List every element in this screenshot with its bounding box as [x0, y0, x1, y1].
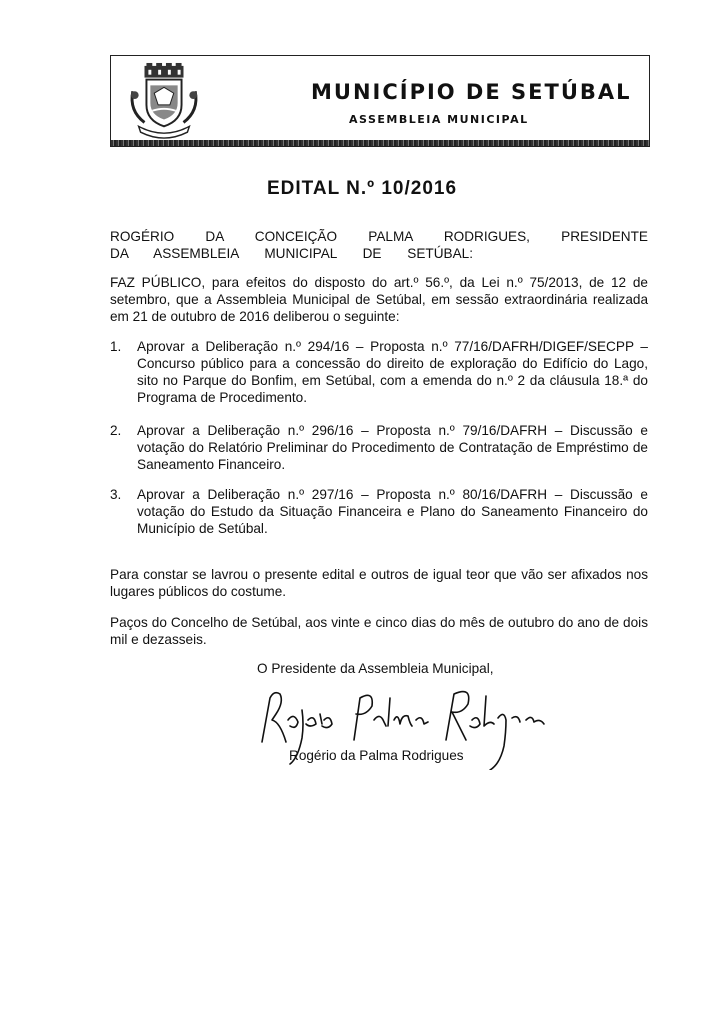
list-item-text: Aprovar a Deliberação n.º 297/16 – Proposta n.º 80/16/DAFRH – Discussão e votação do Estudo da Situação Financeira e Plano do Saneamento Financeiro do Município de Setúbal.	[137, 487, 648, 536]
list-item-text: Aprovar a Deliberação n.º 296/16 – Proposta n.º 79/16/DAFRH – Discussão e votação do Relatório Preliminar do Procedimento de Contratação de Empréstimo de Saneamento Financeiro.	[137, 423, 648, 472]
signature-label: O Presidente da Assembleia Municipal,	[257, 661, 494, 676]
edital-title: EDITAL N.º 10/2016	[266, 178, 458, 199]
letterhead-divider	[111, 140, 649, 146]
assembly-name: ASSEMBLEIA MUNICIPAL	[349, 113, 529, 126]
faz-publico-paragraph: FAZ PÚBLICO, para efeitos do disposto do art.º 56.º, da Lei n.º 75/2013, de 12 de setembro, que a Assembleia Municipal de Setúbal, em sessão extraordinária realizada em 21 de outubro de 2016 deliberou o seguinte:	[110, 275, 648, 324]
signer-name: Rogério da Palma Rodrigues	[289, 748, 464, 763]
letterhead	[110, 55, 650, 147]
municipality-name: MUNICÍPIO DE SETÚBAL	[311, 80, 632, 104]
list-item-text: Aprovar a Deliberação n.º 294/16 – Proposta n.º 77/16/DAFRH/DIGEF/SECPP – Concurso público para a concessão do direito de exploração do Edifício do Lago, sito no Parque do Bonfim, em Setúbal, com a emenda do n.º 2 da cláusula 18.ª do Programa de Procedimento.	[137, 339, 648, 405]
list-item-number: 2.	[110, 423, 122, 438]
list-item-number: 1.	[110, 339, 122, 354]
intro-paragraph: ROGÉRIO DA CONCEIÇÃO PALMA RODRIGUES, PRESIDENTE DA ASSEMBLEIA MUNICIPAL DE SETÚBAL:	[110, 229, 648, 261]
list-item	[110, 422, 648, 473]
municipal-crest-icon	[125, 62, 203, 140]
list-item-number: 3.	[110, 487, 122, 502]
date-place-paragraph: Paços do Concelho de Setúbal, aos vinte e cinco dias do mês de outubro do ano de dois mil e dezasseis.	[110, 615, 648, 647]
constar-paragraph: Para constar se lavrou o presente edital e outros de igual teor que vão ser afixados nos lugares públicos do costume.	[110, 567, 648, 599]
list-item	[110, 338, 648, 406]
list-item	[110, 486, 648, 537]
